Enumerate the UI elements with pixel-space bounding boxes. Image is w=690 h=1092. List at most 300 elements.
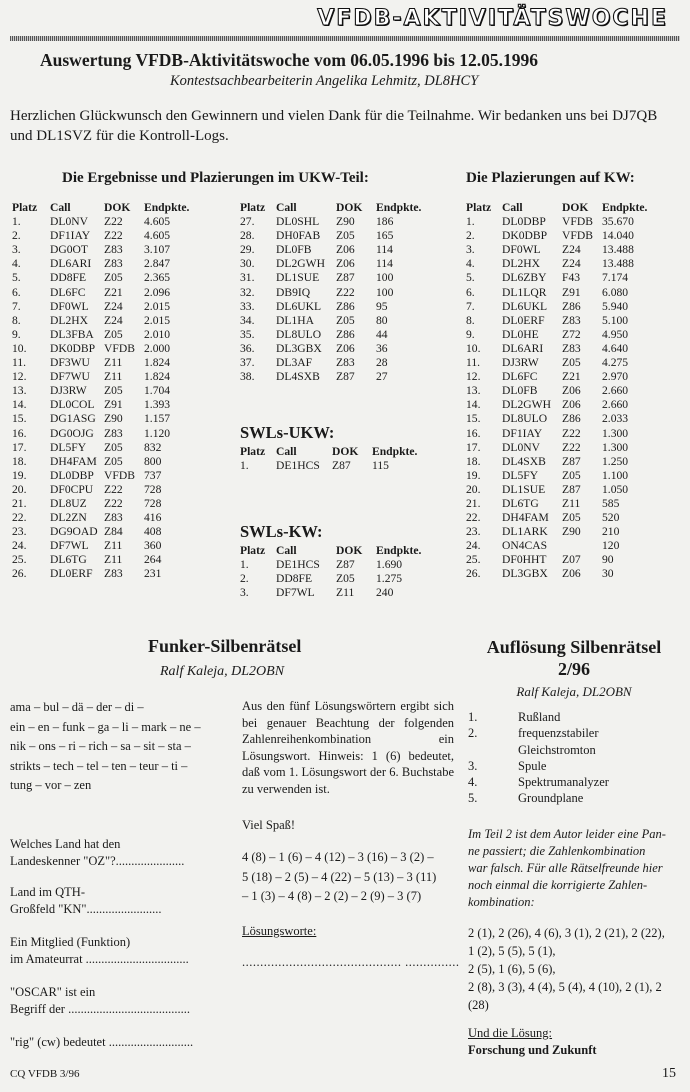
cell-platz: 13. [12, 384, 27, 398]
cell-dok: VFDB [104, 468, 135, 482]
cell-call: DL0ERF [50, 567, 93, 581]
cell-platz: 10. [12, 341, 27, 355]
cell-platz: 17. [466, 440, 481, 454]
solution-number: 5. [468, 791, 478, 806]
clue-text: Ein Mitglied (Funktion) [10, 935, 131, 949]
cell-dok: Z83 [104, 426, 123, 440]
cell-platz: 20. [12, 482, 27, 496]
table-row [240, 257, 432, 271]
cell-platz: 29. [240, 243, 255, 257]
cell-platz: 27. [240, 215, 255, 229]
cell-dok: Z87 [336, 370, 355, 384]
table-row [12, 441, 200, 455]
table-row [240, 328, 432, 342]
solution-word: Groundplane [518, 791, 584, 806]
table-row [240, 356, 432, 370]
cell-endpkte: 35.670 [602, 215, 634, 229]
cell-call: DK0DBP [502, 229, 548, 243]
solution-word: Gleichstromton [518, 742, 596, 757]
intro-paragraph: Herzlichen Glückwunsch den Gewinnern und vielen Dank für die Teilnahme. Wir bedanken uns bei DJ7QB und DL1SVZ für die Kontroll-Logs. [10, 108, 658, 144]
cell-endpkte: 4.605 [144, 229, 171, 243]
cell-call: DL2ZN [50, 511, 87, 525]
cell-dok: F43 [562, 271, 581, 285]
cell-dok: Z05 [104, 327, 123, 341]
cell-call: DF7WL [50, 539, 89, 553]
cell-call: DL6FC [50, 285, 86, 299]
cell-platz: 6. [466, 285, 475, 299]
cell-platz: 22. [12, 511, 27, 525]
cell-dok: Z06 [562, 398, 581, 412]
cell-platz: 7. [12, 299, 21, 313]
cell-dok: Z21 [562, 370, 581, 384]
cell-dok: Z91 [104, 398, 123, 412]
cell-call: DL2GWH [276, 257, 325, 271]
cell-platz: 15. [466, 412, 481, 426]
cell-dok: Z05 [104, 384, 123, 398]
cell-dok: Z22 [104, 215, 123, 229]
cell-call: DL0FB [502, 384, 538, 398]
table-row [12, 370, 200, 384]
cell-call: DL4SXB [276, 370, 320, 384]
cell-platz: 36. [240, 341, 255, 355]
cell-endpkte: 416 [144, 511, 162, 525]
cell-endpkte: 80 [376, 313, 388, 327]
table-row [466, 525, 658, 539]
header-title: VFDB-AKTIVITÄTSWOCHE [317, 6, 668, 31]
cell-dok: Z22 [104, 229, 123, 243]
cell-platz: 1. [12, 215, 21, 229]
cell-platz: 32. [240, 285, 255, 299]
table-row [466, 356, 658, 370]
table-row [466, 455, 658, 469]
table-row [466, 328, 658, 342]
cell-endpkte: 14.040 [602, 229, 634, 243]
combination-line: – 1 (3) – 4 (8) – 2 (2) – 2 (9) – 3 (7) [242, 889, 422, 903]
cell-endpkte: 585 [602, 496, 620, 510]
table-row [466, 539, 658, 553]
cell-endpkte: 115 [372, 459, 389, 473]
col-header-call: Call [276, 445, 297, 458]
cell-endpkte: 728 [144, 482, 162, 496]
cell-call: DL2GWH [502, 398, 551, 412]
col-header-call: Call [276, 201, 297, 214]
col-header-dok: DOK [562, 201, 589, 214]
clue-1 [10, 836, 232, 870]
cell-platz: 19. [12, 468, 27, 482]
cell-dok: Z83 [104, 567, 123, 581]
cell-dok: Z05 [104, 454, 123, 468]
table-row [466, 511, 658, 525]
table-row [12, 328, 200, 342]
combination-line: 1 (2), 5 (5), 5 (1), [468, 944, 556, 958]
cell-dok: Z90 [562, 525, 581, 539]
cell-call: DL0SHL [276, 215, 320, 229]
puzzle-fun-note: Viel Spaß! [242, 818, 296, 832]
cell-dok: Z87 [336, 558, 355, 572]
cell-endpkte: 210 [602, 525, 620, 539]
cell-endpkte: 728 [144, 496, 162, 510]
cell-dok: Z22 [104, 496, 123, 510]
cell-dok: Z86 [336, 327, 355, 341]
table-row [12, 525, 200, 539]
corrected-combination [468, 924, 684, 1014]
cell-platz: 20. [466, 482, 481, 496]
cell-platz: 11. [12, 356, 27, 370]
table-row [466, 441, 658, 455]
cell-endpkte: 2.970 [602, 370, 629, 384]
col-header-dok: DOK [336, 201, 363, 214]
cell-dok: Z24 [104, 299, 123, 313]
cell-endpkte: 28 [376, 356, 388, 370]
cell-dok: Z24 [562, 257, 581, 271]
cell-endpkte: 1.300 [602, 440, 629, 454]
col-header-endpkte: Endpkte. [602, 201, 648, 214]
answer-label: Und die Lösung: [468, 1026, 553, 1040]
cell-endpkte: 7.174 [602, 271, 629, 285]
cell-platz: 21. [466, 496, 481, 510]
col-header-call: Call [276, 544, 297, 557]
cell-endpkte: 1.120 [144, 426, 171, 440]
cell-endpkte: 800 [144, 454, 162, 468]
cell-dok: Z87 [336, 271, 355, 285]
cell-call: DE1HCS [276, 459, 320, 473]
table-row [240, 314, 432, 328]
cell-dok: Z05 [562, 468, 581, 482]
cell-platz: 26. [466, 567, 481, 581]
puzzle-title: Funker-Silbenrätsel [148, 636, 302, 656]
table-row [240, 459, 428, 473]
cell-endpkte: 737 [144, 468, 162, 482]
cell-platz: 3. [466, 243, 475, 257]
cell-endpkte: 1.704 [144, 384, 171, 398]
cell-dok: VFDB [562, 229, 593, 243]
swl-ukw-heading: SWLs-UKW: [240, 423, 335, 442]
cell-call: DL6ZBY [502, 271, 547, 285]
cell-call: DL6UKL [502, 299, 548, 313]
cell-platz: 9. [12, 327, 21, 341]
solution-author: Ralf Kaleja, DL2OBN [516, 684, 632, 699]
clue-5 [10, 1034, 232, 1051]
cell-platz: 5. [12, 271, 21, 285]
cell-platz: 19. [466, 468, 481, 482]
syllable-line: tung – vor – zen [10, 778, 92, 792]
cell-platz: 37. [240, 356, 255, 370]
note-line: Im Teil 2 ist dem Autor leider eine Pan- [468, 827, 666, 841]
table-row [466, 286, 658, 300]
table-row [466, 412, 658, 426]
cell-endpkte: 1.050 [602, 482, 629, 496]
cell-endpkte: 30 [602, 567, 614, 581]
cell-call: DF0HHT [502, 553, 547, 567]
table-row [12, 271, 200, 285]
cell-endpkte: 5.940 [602, 299, 629, 313]
table-row [12, 215, 200, 229]
cell-platz: 26. [12, 567, 27, 581]
cell-endpkte: 2.000 [144, 341, 171, 355]
cell-dok: Z83 [104, 511, 123, 525]
solution-word: Spule [518, 758, 547, 773]
cell-dok: Z22 [562, 426, 581, 440]
col-header-platz: Platz [240, 445, 266, 458]
cell-platz: 24. [466, 539, 481, 553]
cell-endpkte: 13.488 [602, 243, 634, 257]
clue-text: Welches Land hat den [10, 837, 121, 851]
cell-endpkte: 100 [376, 271, 394, 285]
table-row [466, 243, 658, 257]
cell-dok: Z11 [104, 356, 123, 370]
cell-endpkte: 2.015 [144, 313, 171, 327]
cell-endpkte: 114 [376, 257, 393, 271]
cell-dok: Z83 [104, 243, 123, 257]
swl-kw-heading: SWLs-KW: [240, 522, 323, 541]
cell-dok: Z83 [562, 313, 581, 327]
cell-platz: 1. [466, 215, 475, 229]
cell-endpkte: 2.010 [144, 327, 171, 341]
footer-issue: CQ VFDB 3/96 [10, 1068, 80, 1080]
col-header-platz: Platz [240, 544, 266, 557]
cell-platz: 25. [466, 553, 481, 567]
cell-dok: Z86 [562, 299, 581, 313]
table-row [12, 412, 200, 426]
cell-call: DH4FAM [502, 511, 549, 525]
solution-number: 1. [468, 710, 478, 724]
puzzle-instructions: Aus den fünf Lösungswörtern ergibt sich bei genauer Beachtung der folgenden Zahlenreihenkombination ein Lösungswort. Hinweis: 1 (6) bedeutet, daß vom 1. Lösungswort der 6. Buchstabe zu verwenden ist. [242, 699, 454, 796]
ukw-table-left [12, 201, 200, 582]
cell-call: DG1ASG [50, 412, 96, 426]
cell-dok: Z11 [104, 539, 123, 553]
table-row [12, 539, 200, 553]
cell-platz: 15. [12, 412, 27, 426]
clue-4 [10, 984, 232, 1018]
cell-platz: 30. [240, 257, 255, 271]
cell-endpkte: 2.096 [144, 285, 171, 299]
table-row [466, 398, 658, 412]
cell-dok: Z07 [562, 553, 581, 567]
table-row [240, 271, 432, 285]
article-subtitle: Kontestsachbearbeiterin Angelika Lehmitz, DL8HCY [170, 73, 479, 89]
cell-endpkte: 1.824 [144, 356, 171, 370]
cell-platz: 18. [12, 454, 27, 468]
cell-platz: 2. [12, 229, 21, 243]
note-line: noch einmal die korrigierte Zahlen- [468, 878, 648, 892]
cell-call: DL6UKL [276, 299, 322, 313]
table-row [12, 427, 200, 441]
cell-dok: Z06 [336, 243, 355, 257]
note-line: war falsch. Für alle Rätselfreunde hier [468, 861, 663, 875]
cell-platz: 8. [466, 313, 475, 327]
table-row [240, 342, 432, 356]
cell-platz: 3. [240, 586, 249, 600]
cell-call: DL0COL [50, 398, 95, 412]
clue-text: "OSCAR" ist ein [10, 985, 96, 999]
cell-call: DL0DBP [50, 468, 94, 482]
cell-dok: Z83 [562, 341, 581, 355]
cell-dok: Z87 [332, 459, 351, 473]
cell-call: DF3WU [50, 356, 90, 370]
cell-endpkte: 27 [376, 370, 388, 384]
clue-text: Großfeld "KN"........................ [10, 902, 162, 916]
cell-call: DL1ARK [502, 525, 548, 539]
table-row [466, 342, 658, 356]
cell-endpkte: 95 [376, 299, 388, 313]
cell-dok: Z06 [562, 567, 581, 581]
cell-endpkte: 832 [144, 440, 162, 454]
solution-number: 2. [468, 726, 478, 741]
clue-text: "rig" (cw) bedeutet ........................... [10, 1035, 194, 1049]
cell-call: DD8FE [276, 572, 313, 586]
table-row [240, 300, 432, 314]
cell-dok [562, 539, 602, 553]
cell-dok: Z05 [562, 511, 581, 525]
cell-dok: VFDB [104, 341, 135, 355]
cell-endpkte: 4.950 [602, 327, 629, 341]
cell-endpkte: 13.488 [602, 257, 634, 271]
table-row [466, 370, 658, 384]
swl-ukw-table [240, 445, 428, 473]
syllable-line: nik – ons – ri – rich – sa – sit – sta – [10, 739, 191, 753]
cell-platz: 8. [12, 313, 21, 327]
cell-dok: Z86 [336, 299, 355, 313]
col-header-endpkte: Endpkte. [372, 445, 418, 458]
cell-platz: 38. [240, 370, 255, 384]
col-header-endpkte: Endpkte. [376, 201, 422, 214]
cell-dok: Z06 [336, 257, 355, 271]
col-header-endpkte: Endpkte. [144, 201, 190, 214]
cell-call: DL3AF [276, 356, 313, 370]
cell-endpkte: 2.015 [144, 299, 171, 313]
cell-platz: 14. [12, 398, 27, 412]
cell-call: DL5FY [502, 468, 539, 482]
cell-call: DF0WL [502, 243, 541, 257]
cell-endpkte: 6.080 [602, 285, 629, 299]
cell-platz: 1. [240, 558, 249, 572]
cell-dok: Z05 [336, 229, 355, 243]
table-row [466, 229, 658, 243]
cell-endpkte: 36 [376, 341, 388, 355]
cell-endpkte: 1.300 [602, 426, 629, 440]
page-header [0, 0, 690, 40]
cell-dok: Z05 [104, 271, 123, 285]
cell-platz: 4. [466, 257, 475, 271]
clue-2 [10, 884, 232, 918]
table-row [12, 384, 200, 398]
solution-words-label: Lösungsworte: [242, 924, 317, 938]
cell-call: DE1HCS [276, 558, 320, 572]
table-row [466, 314, 658, 328]
cell-dok: Z84 [104, 525, 123, 539]
table-row [240, 572, 432, 586]
cell-endpkte: 186 [376, 215, 394, 229]
swl-kw-table [240, 544, 432, 600]
cell-dok: Z22 [336, 285, 355, 299]
cell-call: DL1LQR [502, 285, 547, 299]
table-row [466, 483, 658, 497]
cell-endpkte: 165 [376, 229, 394, 243]
cell-call: DF0CPU [50, 482, 94, 496]
cell-call: DD8FE [50, 271, 87, 285]
cell-endpkte: 4.605 [144, 215, 171, 229]
cell-call: DL2HX [50, 313, 88, 327]
cell-platz: 16. [466, 426, 481, 440]
table-row [12, 342, 200, 356]
cell-call: DF1IAY [502, 426, 543, 440]
table-row [466, 567, 658, 581]
cell-dok: Z22 [104, 482, 123, 496]
cell-platz: 35. [240, 327, 255, 341]
cell-call: DJ3RW [50, 384, 87, 398]
cell-dok: Z05 [562, 356, 581, 370]
table-row [12, 300, 200, 314]
cell-endpkte: 120 [602, 539, 620, 553]
cell-platz: 23. [12, 525, 27, 539]
cell-endpkte: 231 [144, 567, 162, 581]
cell-call: DL3FBA [50, 327, 94, 341]
solution-title-line: 2/96 [557, 659, 590, 679]
cell-platz: 25. [12, 553, 27, 567]
cell-dok: Z86 [562, 412, 581, 426]
cell-call: DL0NV [50, 215, 88, 229]
cell-platz: 31. [240, 271, 255, 285]
page-number: 15 [662, 1066, 676, 1081]
clue-text: Begriff der ....................................... [10, 1002, 190, 1016]
cell-platz: 14. [466, 398, 481, 412]
cell-dok: Z90 [104, 412, 123, 426]
col-header-dok: DOK [336, 544, 363, 557]
cell-call: DH0FAB [276, 229, 321, 243]
table-row [466, 257, 658, 271]
cell-platz: 16. [12, 426, 27, 440]
cell-endpkte: 2.660 [602, 384, 629, 398]
solution-word: Rußland [518, 710, 561, 724]
cell-dok: Z72 [562, 327, 581, 341]
cell-platz: 24. [12, 539, 27, 553]
cell-dok: Z05 [336, 313, 355, 327]
table-row [12, 567, 200, 581]
clue-3 [10, 934, 232, 968]
combination-line: (28) [468, 998, 489, 1012]
table-row [12, 483, 200, 497]
cell-call: DL0DBP [502, 215, 546, 229]
cell-endpkte: 114 [376, 243, 393, 257]
cell-dok: Z11 [104, 553, 123, 567]
cell-platz: 13. [466, 384, 481, 398]
combination-line: 5 (18) – 2 (5) – 4 (22) – 5 (13) – 3 (11) [242, 869, 437, 884]
cell-endpkte: 2.365 [144, 271, 171, 285]
kw-table [466, 201, 658, 582]
cell-call: DL0FB [276, 243, 312, 257]
cell-platz: 28. [240, 229, 255, 243]
col-header-platz: Platz [240, 201, 266, 214]
cell-endpkte: 2.660 [602, 398, 629, 412]
cell-call: DL6TG [502, 496, 539, 510]
syllable-list [10, 698, 228, 796]
table-row [240, 286, 432, 300]
cell-platz: 2. [466, 229, 475, 243]
cell-endpkte: 1.393 [144, 398, 171, 412]
header-rule [10, 36, 680, 41]
cell-endpkte: 3.107 [144, 243, 171, 257]
table-row [240, 243, 432, 257]
cell-platz: 22. [466, 511, 481, 525]
cell-dok: Z22 [562, 440, 581, 454]
table-row [466, 300, 658, 314]
final-answer: Forschung und Zukunft [468, 1043, 597, 1057]
table-row [240, 215, 432, 229]
cell-dok: Z06 [562, 384, 581, 398]
table-row [466, 469, 658, 483]
cell-call: DL4SXB [502, 454, 546, 468]
cell-platz: 12. [12, 370, 27, 384]
